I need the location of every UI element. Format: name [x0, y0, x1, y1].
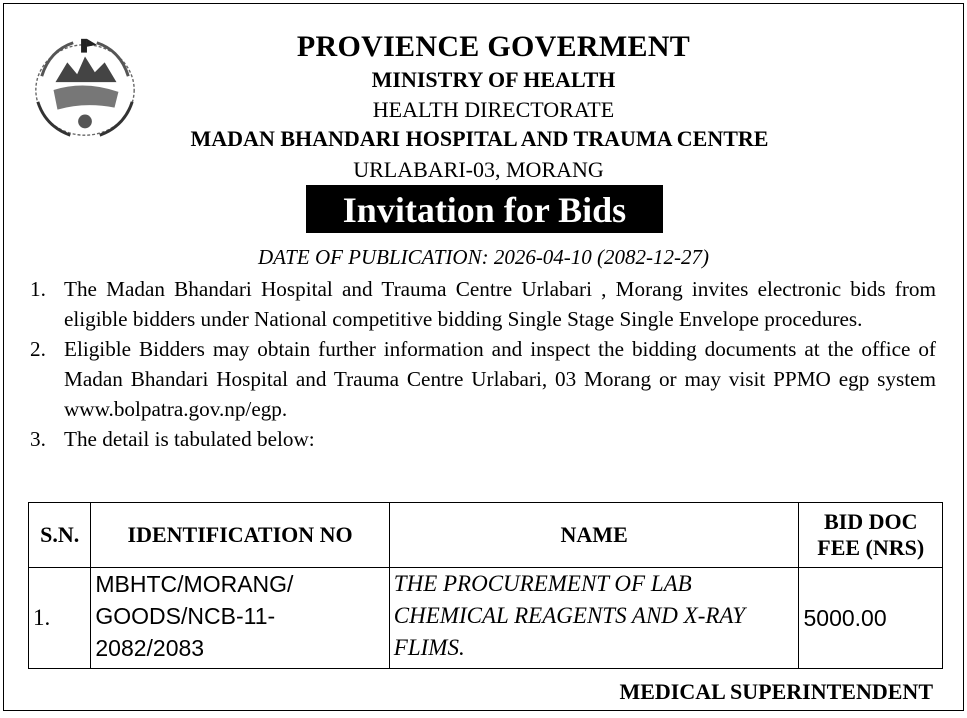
publication-date: DATE OF PUBLICATION: 2026-04-10 (2082-12-27) [257, 245, 710, 269]
table-row [29, 568, 943, 669]
bid-notice-page [3, 3, 964, 711]
item-number: 3. [30, 427, 46, 451]
item-text: The detail is tabulated below: [64, 427, 315, 451]
item-number: 1. [30, 277, 46, 301]
item-number: 2. [30, 337, 46, 361]
item-text: Eligible Bidders may obtain further information and inspect the bidding documents at the office of Madan Bhandari Hospital and Trauma Centre Urlabari, 03 Morang or may visit PPMO egp system www.bolpatra.gov.np/egp. [64, 337, 936, 421]
item-text: The Madan Bhandari Hospital and Trauma Centre Urlabari , Morang invites electronic bids from eligible bidders under National competitive bidding Single Stage Single Envelope procedures. [64, 277, 936, 331]
notice-items [30, 274, 936, 454]
signature: MEDICAL SUPERINTENDENT [619, 679, 933, 704]
hospital-address: URLABARI-03, MORANG [353, 157, 604, 182]
list-item [30, 334, 936, 424]
notice-title: Invitation for Bids [306, 185, 663, 233]
cell-fee: 5000.00 [799, 568, 943, 669]
column-header-fee: BID DOC FEE (NRS) [799, 503, 943, 568]
column-header-sn: S.N. [29, 503, 91, 568]
cell-name: THE PROCUREMENT OF LAB CHEMICAL REAGENTS AND X-RAY FLIMS. [389, 568, 799, 669]
directorate-name: HEALTH DIRECTORATE [372, 97, 615, 122]
hospital-name: MADAN BHANDARI HOSPITAL AND TRAUMA CENTRE [190, 126, 769, 151]
column-header-identification-no: IDENTIFICATION NO [91, 503, 389, 568]
cell-identification-no: MBHTC/MORANG/ GOODS/NCB-11- 2082/2083 [91, 568, 389, 669]
list-item [30, 274, 936, 334]
cell-sn: 1. [29, 568, 91, 669]
ministry-name: MINISTRY OF HEALTH [371, 67, 616, 92]
column-header-name: NAME [389, 503, 799, 568]
bid-detail-table [28, 502, 943, 669]
government-name: PROVIENCE GOVERMENT [296, 30, 691, 63]
table-header-row [29, 503, 943, 568]
list-item [30, 424, 936, 454]
